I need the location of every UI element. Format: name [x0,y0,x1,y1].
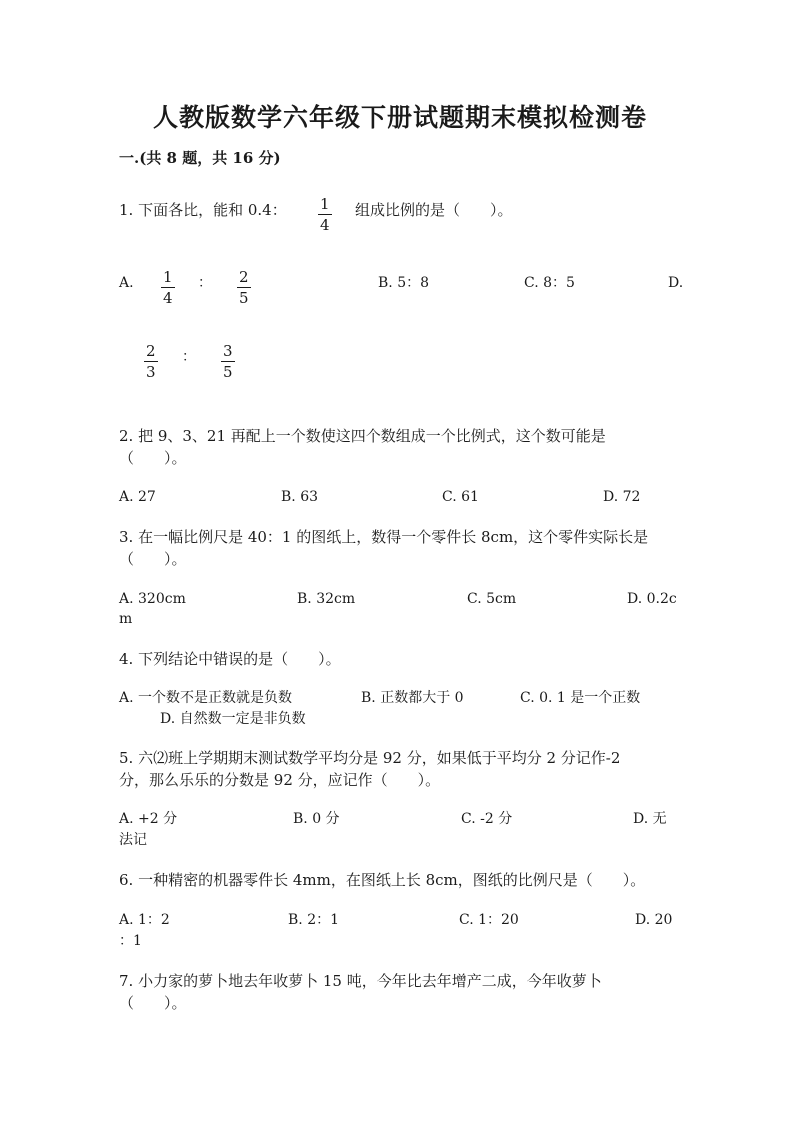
fraction-denominator: 5 [223,363,233,381]
option-b: B. 0 分 [293,811,340,827]
option-c: C. 8：5 [524,275,575,291]
question-1-tail: 组成比例的是（ ）。 [355,201,513,219]
question-2-line-2: （ ）。 [119,449,187,467]
fraction-numerator: 1 [320,195,330,213]
fraction-numerator: 2 [146,342,156,360]
question-7-line-2: （ ）。 [119,994,187,1012]
option-d: D. 0.2c [627,591,677,607]
option-d: D. 20 [635,912,673,928]
option-c: C. -2 分 [461,811,513,827]
fraction-denominator: 4 [163,289,173,307]
question-5-line-1: 5. 六⑵班上学期期末测试数学平均分是 92 分，如果低于平均分 2 分记作-2 [119,749,621,767]
option-b: B. 32cm [297,591,356,607]
question-1-text: 1. 下面各比，能和 0.4： [119,201,287,219]
ratio-colon: ： [198,275,212,291]
option-c: C. 61 [442,489,479,505]
option-d-fraction-1 [144,344,158,380]
fraction-denominator: 5 [239,289,249,307]
fraction-numerator: 3 [223,342,233,360]
question-4-text: 4. 下列结论中错误的是（ ）。 [119,650,341,668]
question-6-text: 6. 一种精密的机器零件长 4mm，在图纸上长 8cm，图纸的比例尺是（ ）。 [119,871,646,889]
option-a-label: A. [119,275,134,291]
option-a: A. 一个数不是正数就是负数 [119,690,293,706]
question-2-line-1: 2. 把 9、3、21 再配上一个数使这四个数组成一个比例式，这个数可能是 [119,427,606,445]
option-d: D. 自然数一定是非负数 [160,711,306,727]
option-d: D. 无 [633,811,667,827]
fraction [318,197,332,233]
option-b: B. 63 [281,489,319,505]
fraction-numerator: 1 [163,268,173,286]
option-d-wrap: m [119,611,133,627]
question-5-line-2: 分，那么乐乐的分数是 92 分，应记作（ ）。 [119,771,441,789]
ratio-colon: ： [182,349,196,365]
option-a: A. 27 [119,489,156,505]
question-3-line-2: （ ）。 [119,550,187,568]
option-d-fraction-2 [221,344,235,380]
option-d-wrap: 法记 [119,832,147,848]
section-heading: 一.(共 8 题，共 16 分) [119,149,281,167]
option-b: B. 5：8 [378,275,430,291]
option-c: C. 1：20 [459,912,519,928]
option-d-wrap: ：1 [119,933,142,949]
option-a: A. 320cm [119,591,186,607]
option-a-fraction-1 [161,270,175,306]
option-d: D. 72 [603,489,641,505]
question-7-line-1: 7. 小力家的萝卜地去年收萝卜 15 吨，今年比去年增产二成，今年收萝卜 [119,972,602,990]
option-c: C. 0. 1 是一个正数 [520,690,641,706]
option-a-fraction-2 [237,270,251,306]
fraction-denominator: 3 [146,363,156,381]
option-b: B. 2：1 [288,912,340,928]
option-d-label: D. [668,275,684,291]
option-c: C. 5cm [467,591,517,607]
option-b: B. 正数都大于 0 [361,690,464,706]
option-a: A. 1：2 [119,912,170,928]
question-3-line-1: 3. 在一幅比例尺是 40：1 的图纸上，数得一个零件长 8cm，这个零件实际长是 [119,528,649,546]
fraction-denominator: 4 [320,216,330,234]
fraction-numerator: 2 [239,268,249,286]
page-title: 人教版数学六年级下册试题期末模拟检测卷 [152,103,647,132]
option-a: A. +2 分 [119,811,178,827]
